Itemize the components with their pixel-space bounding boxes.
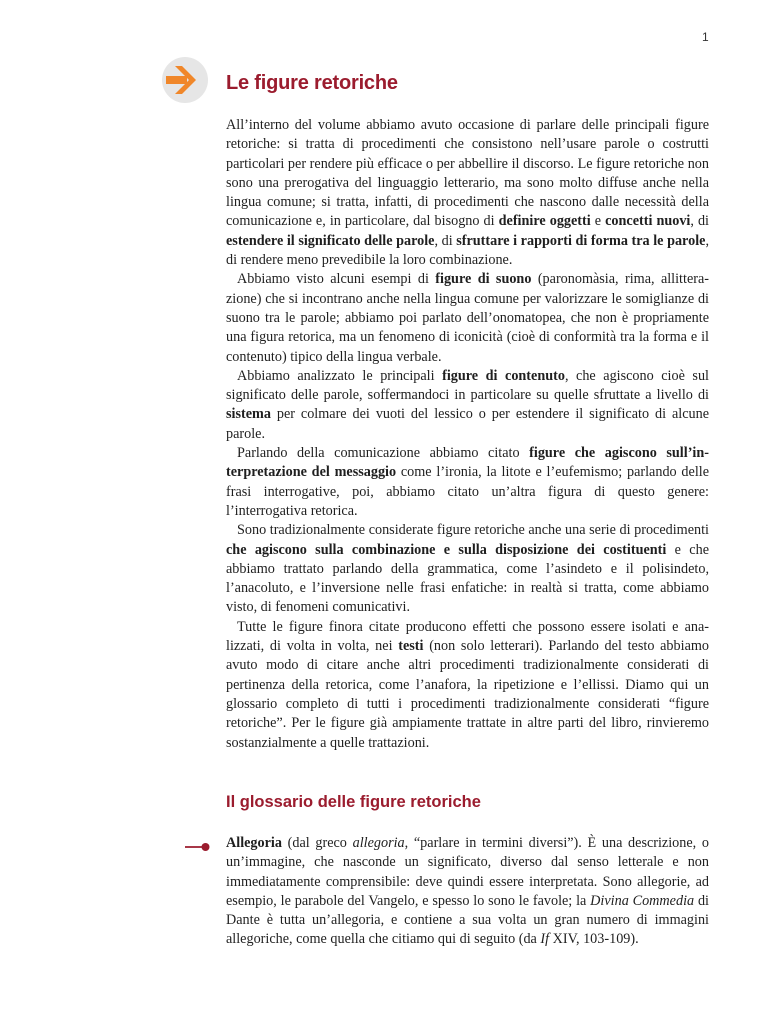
- subsection-title: Il glossario delle figure retoriche: [226, 793, 481, 811]
- text-run: , di: [434, 232, 457, 249]
- text-run: (non solo letterari). Parlando del testo abbiamo avuto modo di citare anche altri procedimenti tradizionalmente considerati di pertinenza della retorica, come l’anafora, la ripetizione e l’ellissi. Diamo qui un glossario completo di tutti i procedimenti tradizionalmente considerati “figure retoriche”. Per le figure già ampiamente trattate in altre parti del libro, rinvieremo sostanzialmente a quelle trattazioni.: [226, 638, 709, 751]
- text-run: sfruttare i rapporti di forma tra le parole: [456, 232, 706, 249]
- paragraph: [226, 618, 709, 753]
- text-run: figure che agiscono sull’interpretazione del messaggio: [226, 445, 709, 481]
- paragraph: [226, 444, 709, 521]
- section-title: Le figure retoriche: [226, 72, 398, 94]
- text-run: Divina Commedia: [590, 892, 695, 909]
- text-run: Abbiamo visto alcuni esempi di: [237, 271, 436, 288]
- text-run: Allegoria: [226, 835, 282, 851]
- text-run: figure di contenuto: [442, 367, 565, 384]
- glossary-entry: [226, 834, 709, 950]
- entry-marker-icon: [185, 842, 211, 852]
- text-run: e: [590, 213, 606, 230]
- arrow-right-icon: [162, 57, 208, 103]
- text-run: , di: [690, 213, 709, 230]
- text-run: allegoria: [352, 835, 405, 851]
- text-run: , “parlare in termini diversi”). È una descrizione, o un’immagine, che nasconde un significato, diverso dal senso letterale e non immediatamente comprensibile: deve quindi essere interpretata. Sono allegorie, ad esempio, le parabole del Vangelo, e spesso lo sono le favole; la: [226, 835, 709, 909]
- text-run: testi: [398, 638, 424, 655]
- text-run: , di rendere meno prevedibile la loro combinazione.: [226, 232, 709, 269]
- text-run: concetti nuovi: [605, 213, 691, 230]
- text-run: Abbiamo analizzato le principali: [237, 367, 443, 384]
- paragraph: [226, 521, 709, 617]
- text-run: e che abbiamo trattato parlando della grammatica, come l’asindeto e il polisindeto, l’anacoluto, e l’inversione nelle frasi enfatiche: in realtà si tratta, come abbiamo visto, di fenomeni comunicativi.: [226, 541, 709, 616]
- text-run: sistema: [226, 406, 271, 423]
- text-run: Tutte le figure finora citate producono effetti che possono essere isolati e analizzati, di volta in volta, nei: [226, 618, 709, 655]
- text-run: di Dante è tutta un’allegoria, e contiene a sua volta un gran numero di immagini allegoriche, come quella che citiamo qui di seguito (da: [226, 892, 709, 948]
- text-run: che agiscono sulla combinazione e sulla disposizione dei costituenti: [226, 541, 667, 558]
- text-run: (dal greco: [281, 835, 353, 851]
- text-run: All’interno del volume abbiamo avuto occasione di parlare delle principali figure retoriche: si tratta di procedimenti che consistono nell’usare parole o costrutti particolari per rendere più efficace o per abbellire il discorso. Le figure retoriche non sono una prerogativa del linguaggio letterario, ma sono molto diffuse anche nella lingua comune; si tratta, infatti, di procedimenti che nascono dalle necessità della comunicazione e, in particolare, dal bisogno di: [226, 117, 709, 230]
- text-run: come l’ironia, la litote e l’eufemismo; parlando delle frasi interrogative, poi, abbiamo citato un’altra figura di questo genere: l’interrogativa retorica.: [226, 464, 709, 519]
- text-run: per colmare dei vuoti del lessico o per estendere il significato di alcune parole.: [226, 406, 709, 442]
- paragraph: [226, 116, 709, 270]
- text-run: Sono tradizionalmente considerate figure retoriche anche una serie di procedimenti: [237, 522, 709, 539]
- page-number: 1: [702, 30, 709, 44]
- text-run: (paronomàsia, rima, allitterazione) che si incontrano anche nella lingua comune per valorizzare le somiglianze di suono tra le parole; abbiamo poi parlato dell’onomatopea, che non è propriamente una figura retorica, ma un fenomeno di iconicità (cioè di conformità tra la forma e il contenuto) tipico della lingua verbale.: [226, 271, 709, 365]
- text-run: Parlando della comunicazione abbiamo citato: [237, 445, 530, 462]
- text-run: figure di suono: [435, 271, 532, 288]
- paragraph: [226, 270, 709, 366]
- paragraph: [226, 367, 709, 444]
- text-run: XIV, 103-109).: [549, 931, 639, 948]
- text-run: , che agiscono cioè sul significato delle parole, soffermandoci in particolare su quelle sfruttate a livello di: [226, 367, 709, 404]
- glossary-text: [226, 834, 709, 950]
- text-run: estendere il significato delle parole: [226, 232, 435, 249]
- text-run: If: [540, 931, 550, 948]
- text-run: definire oggetti: [498, 213, 591, 230]
- intro-text: [226, 116, 709, 753]
